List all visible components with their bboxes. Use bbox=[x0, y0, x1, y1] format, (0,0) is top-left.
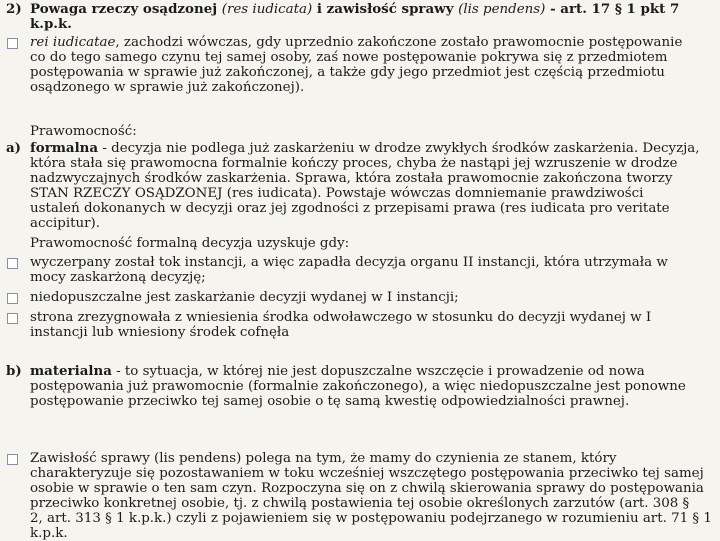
rei-text: , zachodzi wówczas, gdy uprzednio zakończone zostało prawomocnie postępowanie bbox=[115, 35, 683, 50]
item-a-marker: a) bbox=[6, 140, 22, 156]
checkbox-bullet-icon bbox=[7, 38, 18, 49]
lis-pendens-line-3: osobie w sprawie o ten sam czyn. Rozpoczyna się on z chwilą skierowania sprawy do postępowania bbox=[30, 481, 704, 496]
materialna-lead: materialna bbox=[30, 363, 112, 379]
rei-iudicatae-line-3: postępowania w sprawie już zakończonej, a także gdy jego przedmiot jest częścią przedmiotu bbox=[30, 65, 665, 80]
formalna-line-3: nadzwyczajnych środków zaskarżenia. Sprawa, która została prawomocnie zakończona tworzy bbox=[30, 171, 673, 186]
lis-pendens-line-4: przeciwko konkretnej osobie, tj. z chwilą postawienia tej osobie określonych zarzutów (art. 308 § bbox=[30, 496, 690, 511]
checkbox-bullet-icon bbox=[7, 313, 18, 324]
lis-pendens-line-5: 2, art. 313 § 1 k.p.k.) czyli z pojawieniem się w postępowaniu podejrzanego w rozumieniu art. 71 § 1 bbox=[30, 511, 712, 526]
formalna-lead: formalna bbox=[30, 140, 99, 156]
item-2-marker: 2) bbox=[6, 1, 22, 17]
formalna-line-2: która stała się prawomocna formalnie kończy proces, chyba że nastąpi jej wzruszenie w drodze bbox=[30, 156, 678, 171]
res-iudicata-title bbox=[30, 2, 679, 17]
checkbox-bullet-icon bbox=[7, 454, 18, 465]
materialna-line-2: postępowania już prawomocnie (formalnie zakończonego), a więc niedopuszczalne jest ponowne bbox=[30, 379, 686, 394]
condition-1-line-1: wyczerpany został tok instancji, a więc zapadła decyzja organu II instancji, która utrzymała w bbox=[30, 255, 668, 270]
title-part-1: Powaga rzeczy osądzonej bbox=[30, 1, 222, 17]
lis-pendens-line-6: k.p.k. bbox=[30, 526, 68, 541]
formal-subheading: Prawomocność formalną decyzja uzyskuje gdy: bbox=[30, 236, 350, 251]
checkbox-bullet-icon bbox=[7, 293, 18, 304]
item-b-marker: b) bbox=[6, 363, 22, 379]
condition-2: niedopuszczalne jest zaskarżanie decyzji wydanej w I instancji; bbox=[30, 290, 459, 305]
rei-iudicatae-line-4: osądzonego w sprawie już zakończonej). bbox=[30, 80, 305, 95]
formalna-line-1 bbox=[30, 141, 700, 156]
materialna-text: - to sytuacja, w której nie jest dopuszczalne wszczęcie i prowadzenie od nowa bbox=[111, 364, 645, 379]
checkbox-bullet-icon bbox=[7, 258, 18, 269]
prawomocnosc-heading: Prawomocność: bbox=[30, 124, 137, 139]
condition-3-line-2: instancji lub wniesiony środek cofnęła bbox=[30, 325, 290, 340]
title-lis-pendens: (lis pendens) bbox=[458, 2, 546, 17]
condition-3-line-1: strona zrezygnowała z wniesienia środka odwoławczego w stosunku do decyzji wydanej w I bbox=[30, 310, 652, 325]
rei-iudicatae-line-1 bbox=[30, 35, 682, 50]
materialna-line-3: postępowanie przeciwko tej samej osobie o tę samą kwestię odpowiedzialności prawnej. bbox=[30, 394, 630, 409]
title-res-iudicata: (res iudicata) bbox=[221, 2, 313, 17]
lis-pendens-line-1: Zawisłość sprawy (lis pendens) polega na tym, że mamy do czynienia ze stanem, który bbox=[30, 451, 617, 466]
formalna-line-6: accipitur). bbox=[30, 216, 101, 231]
materialna-line-1 bbox=[30, 364, 645, 379]
lis-pendens-line-2: charakteryzuje się pozostawaniem w toku wcześniej wszczętego postępowania przeciwko tej samej bbox=[30, 466, 704, 481]
title-part-2: i zawisłość sprawy bbox=[312, 1, 459, 17]
rei-iudicatae-line-2: co do tego samego czynu tej samej osoby, zaś nowe postępowanie pokrywa się z przedmiotem bbox=[30, 50, 668, 65]
condition-1-line-2: mocy zaskarżoną decyzję; bbox=[30, 270, 206, 285]
formalna-line-5: ustaleń dokonanych w decyzji oraz jej zgodności z przepisami prawa (res iudicata pro veritate bbox=[30, 201, 670, 216]
title-kpk: k.p.k. bbox=[30, 16, 72, 32]
title-part-3: - art. 17 § 1 pkt 7 bbox=[545, 1, 680, 17]
rei-iudicatae-lead: rei iudicatae bbox=[30, 35, 116, 50]
formalna-text: - decyzja nie podlega już zaskarżeniu w drodze zwykłych środków zaskarżenia. Decyzja, bbox=[98, 141, 700, 156]
formalna-line-4: STAN RZECZY OSĄDZONEJ (res iudicata). Powstaje wówczas domniemanie prawdziwości bbox=[30, 186, 644, 201]
